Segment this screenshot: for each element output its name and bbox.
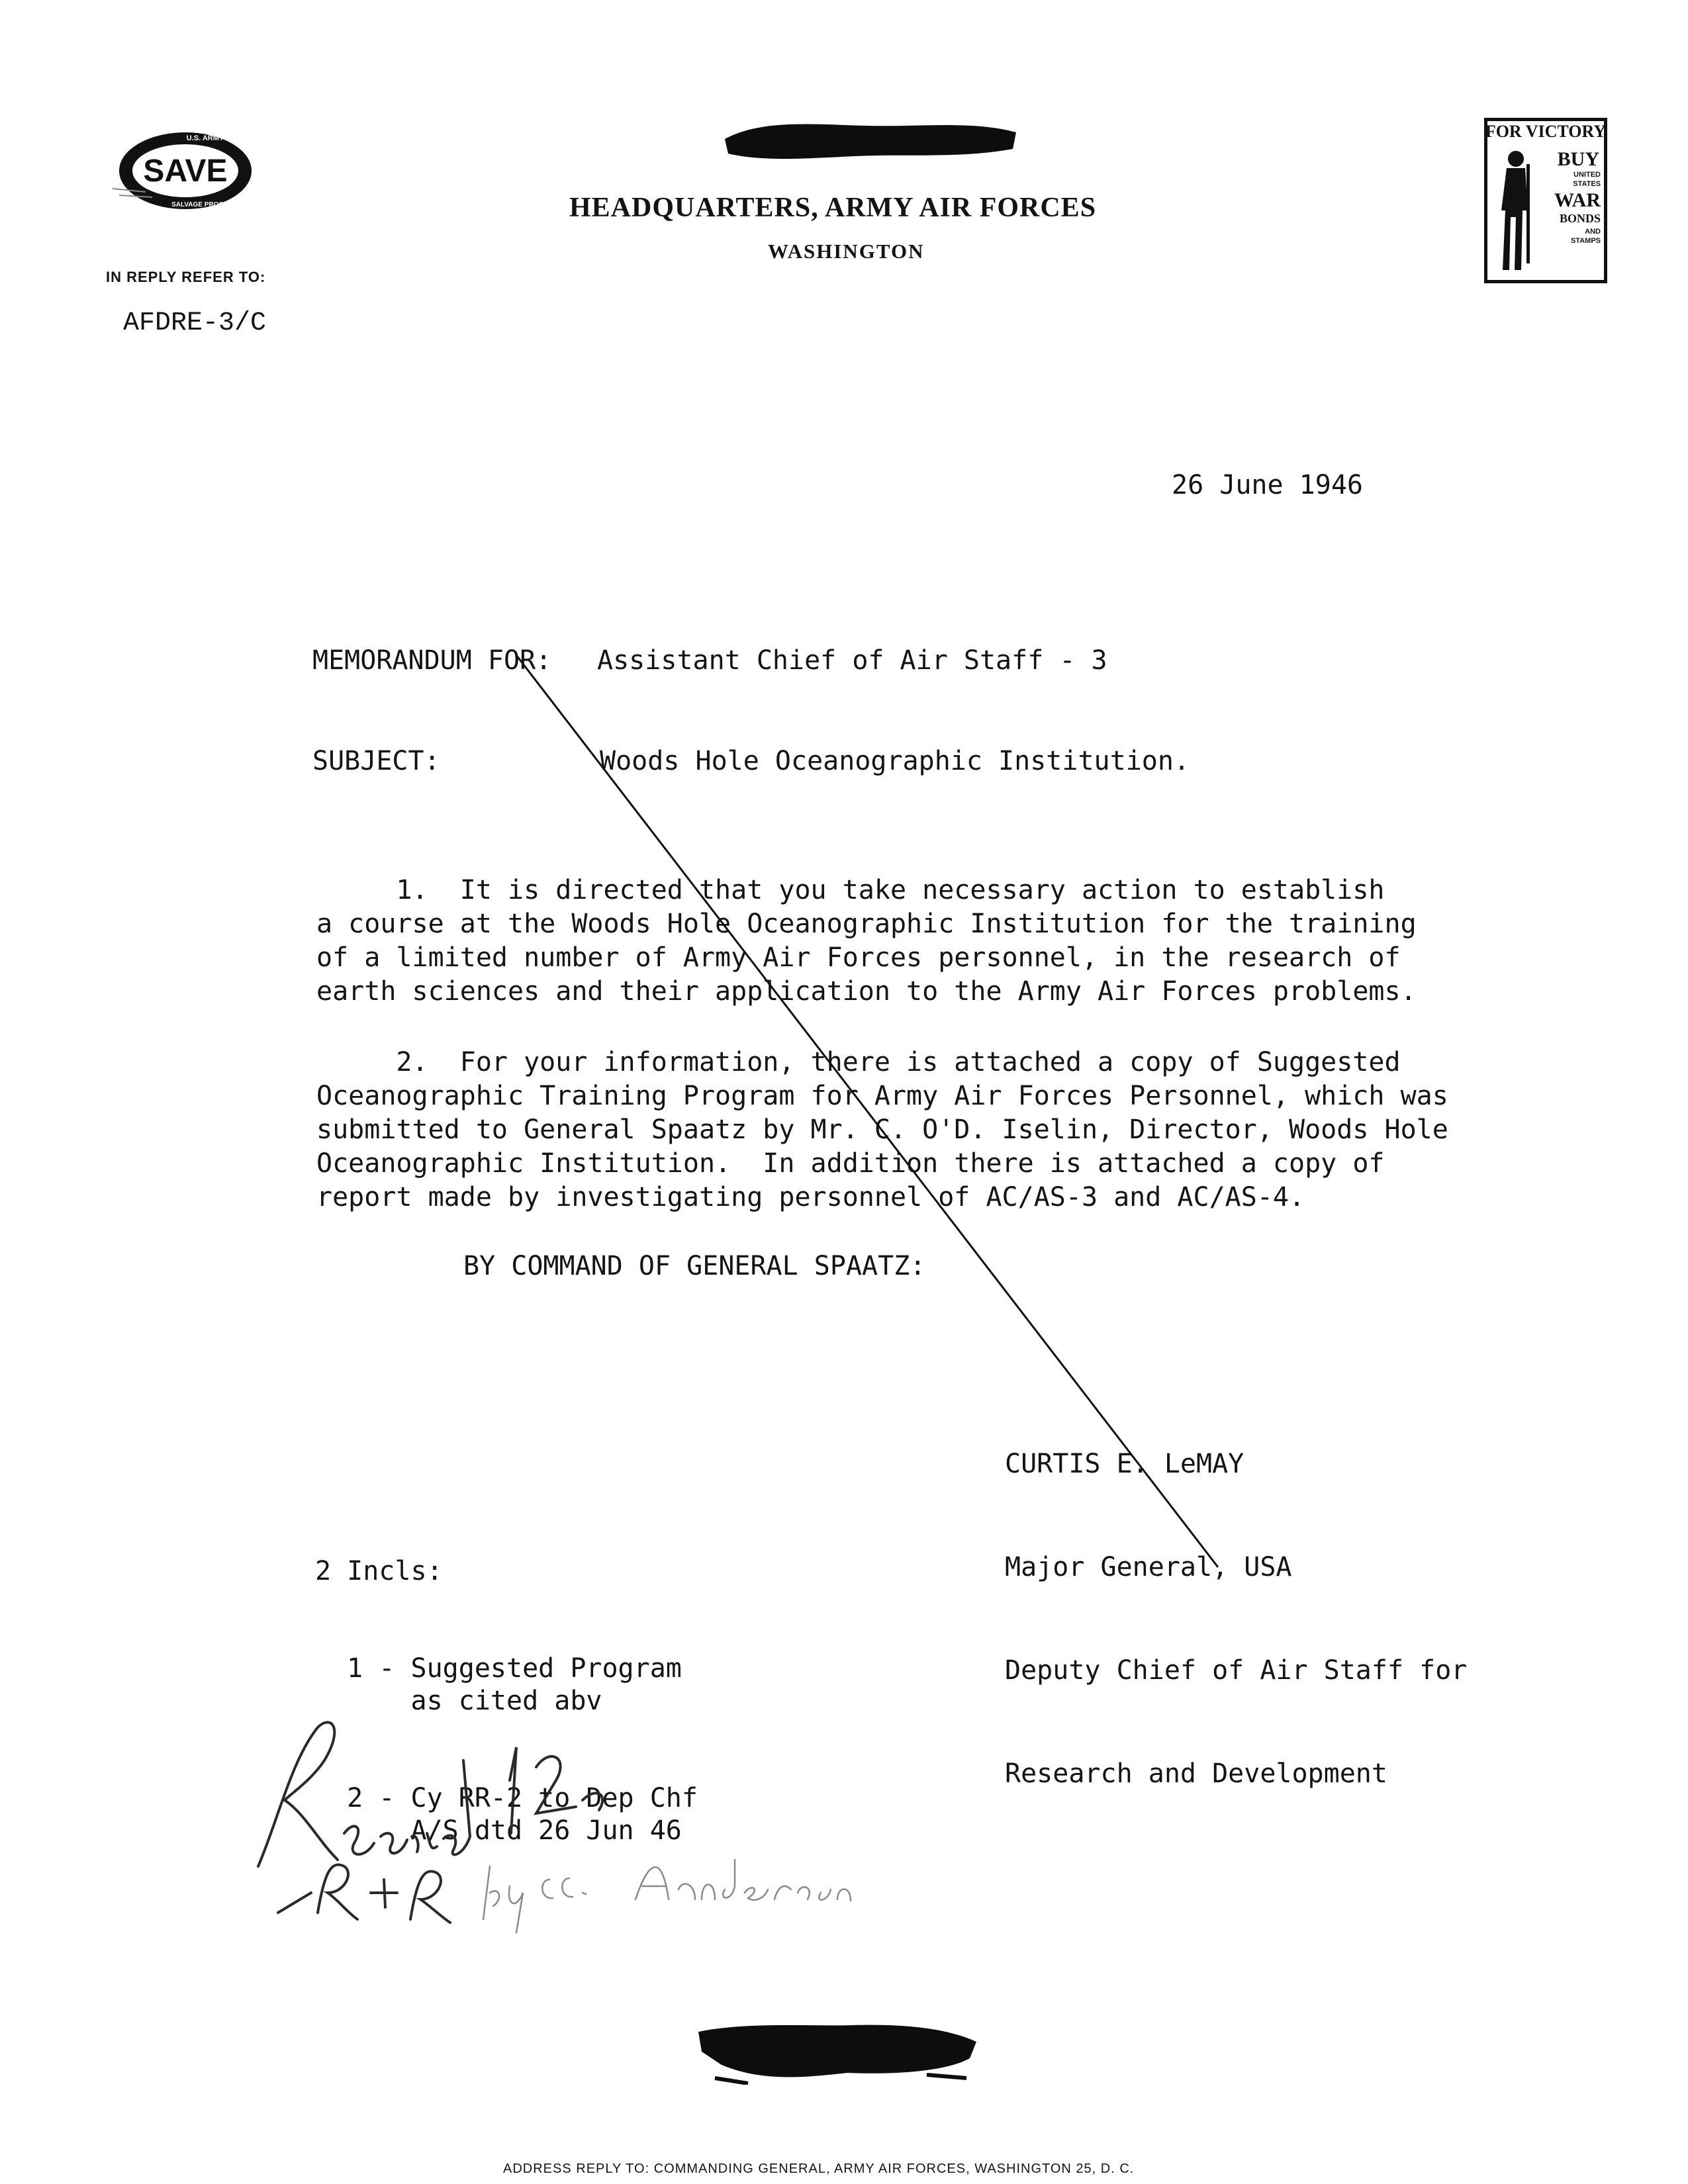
redaction-mark-top xyxy=(722,113,1019,165)
inclosure-item: 2 - Cy RR-2 to Dep Chf A/S dtd 26 Jun 46 xyxy=(347,1783,698,1846)
war-bonds-stamp xyxy=(1484,118,1607,283)
paragraph-2: 2. For your information, there is attached a copy of Suggested Oceanographic Training Program for Army Air Forces Personnel, which was submitted to General Spaatz by Mr. C. O'D. Iselin, Director, Woods Hole Oceanographic Institution. In addition there is attached a copy of report made by investigating personnel of AC/AS-3 and AC/AS-4. xyxy=(316,1047,1448,1212)
stamp-stamps-text: STAMPS xyxy=(1570,237,1601,245)
seal-ring-bottom: SALVAGE PROGRAM xyxy=(171,201,239,208)
memo-for-label: MEMORANDUM FOR: xyxy=(312,645,552,676)
signature-rank: Major General, USA xyxy=(1005,1552,1292,1582)
stamp-top-text: FOR VICTORY xyxy=(1485,122,1607,141)
signature-title-line2: Research and Development xyxy=(1005,1758,1387,1789)
minuteman-figure-icon xyxy=(1489,144,1542,277)
footer-address: ADDRESS REPLY TO: COMMANDING GENERAL, ARMY AIR FORCES, WASHINGTON 25, D. C. xyxy=(503,2161,1135,2176)
redaction-mark-bottom xyxy=(695,2012,980,2085)
reply-refer-code: AFDRE-3/C xyxy=(123,308,267,338)
by-command-line: BY COMMAND OF GENERAL SPAATZ: xyxy=(463,1251,926,1281)
stamp-states-text: STATES xyxy=(1573,180,1601,188)
letterhead-city: WASHINGTON xyxy=(768,240,925,263)
reply-refer-label: IN REPLY REFER TO: xyxy=(106,269,266,285)
save-seal-logo xyxy=(106,126,258,215)
inclosure-item: 1 - Suggested Program as cited abv xyxy=(347,1653,682,1716)
stamp-bonds-text: BONDS xyxy=(1559,212,1601,225)
subject-value: Woods Hole Oceanographic Institution. xyxy=(600,746,1190,776)
signature-title-line1: Deputy Chief of Air Staff for xyxy=(1005,1655,1468,1686)
stamp-and-text: AND xyxy=(1585,228,1601,236)
signature-name: CURTIS E. LeMAY xyxy=(1005,1449,1244,1479)
stamp-war-text: WAR xyxy=(1554,189,1601,211)
memo-date: 26 June 1946 xyxy=(1172,470,1363,500)
inclosures-heading: 2 Incls: xyxy=(315,1556,443,1586)
stamp-buy-text: BUY xyxy=(1557,148,1599,170)
handwritten-note xyxy=(238,1701,1099,1939)
stamp-united-text: UNITED xyxy=(1573,171,1601,179)
paragraph-1: 1. It is directed that you take necessary action to establish a course at the Woods Hole Oceanographic Institution for the training of a limited number of Army Air Forces personnel, in the research of earth sciences and their application to the Army Air Forces problems. xyxy=(316,875,1417,1007)
subject-label: SUBJECT: xyxy=(312,746,440,776)
seal-text: SAVE xyxy=(143,154,228,189)
letterhead-title: HEADQUARTERS, ARMY AIR FORCES xyxy=(569,193,1097,223)
seal-ring-top: U.S. ARMY xyxy=(186,134,224,142)
memo-for-value: Assistant Chief of Air Staff - 3 xyxy=(597,645,1107,676)
